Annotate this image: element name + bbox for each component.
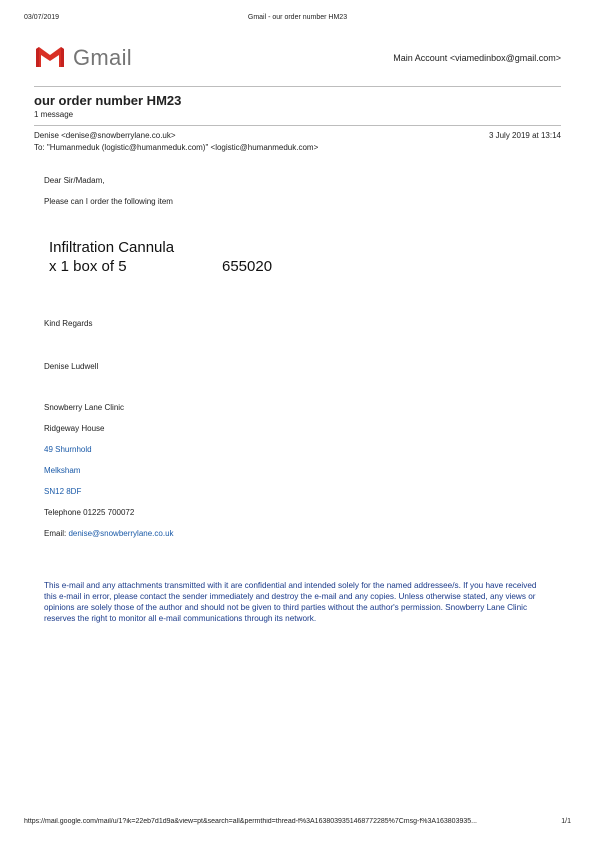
greeting: Dear Sir/Madam, [44,176,105,185]
recipient[interactable]: To: "Humanmeduk (logistic@humanmeduk.com)" <logistic@humanmeduk.com> [34,143,319,152]
message-count: 1 message [34,110,74,119]
email-subject: our order number HM23 [34,93,182,108]
print-date: 03/07/2019 [24,14,60,21]
gmail-wordmark: Gmail [73,45,132,70]
address-line-2: Ridgeway House [44,424,105,433]
item-name: Infiltration Cannula [49,239,175,256]
print-url: https://mail.google.com/mail/u/1?ik=22eb7d1d9a&view=pt&search=all&permthid=thread-f%3A1638039351468772285%7Cmsg-f%3A163803935... [24,818,477,825]
page-number: 1/1 [561,818,571,825]
item-quantity: x 1 box of 5 [49,258,127,275]
confidentiality-disclaimer: This e-mail and any attachments transmitted with it are confidential and intended solely for the named addressee/s. If you have received this e-mail in error, please contact the sender immediately and destroy the e-mail and any copies. Unless otherwise stated, any views or opinions are solely those of the author and should not be given to third parties without the author's permission. Snowberry Lane Clinic reserves the right to monitor all e-mail communications through its network. [44,581,537,623]
email-label: Email: [44,529,69,538]
email-line [44,529,174,538]
thread-divider [34,125,561,126]
account-label[interactable]: Main Account <viamedinbox@gmail.com> [393,53,561,63]
sender-name: Denise Ludwell [44,362,99,371]
closing: Kind Regards [44,319,93,328]
email-link[interactable]: denise@snowberrylane.co.uk [68,529,174,538]
gmail-logo-icon [34,46,66,68]
address-line-5-link[interactable]: SN12 8DF [44,487,82,496]
address-line-1: Snowberry Lane Clinic [44,403,125,412]
sender[interactable]: Denise <denise@snowberrylane.co.uk> [34,131,176,140]
telephone: Telephone 01225 700072 [44,508,135,517]
header-divider [34,86,561,87]
address-line-4-link[interactable]: Melksham [44,466,81,475]
print-title: Gmail - our order number HM23 [247,14,348,21]
message-date: 3 July 2019 at 13:14 [488,131,561,140]
item-code: 655020 [222,258,273,275]
address-line-3-link[interactable]: 49 Shurnhold [44,445,92,454]
request-line: Please can I order the following item [44,197,173,206]
